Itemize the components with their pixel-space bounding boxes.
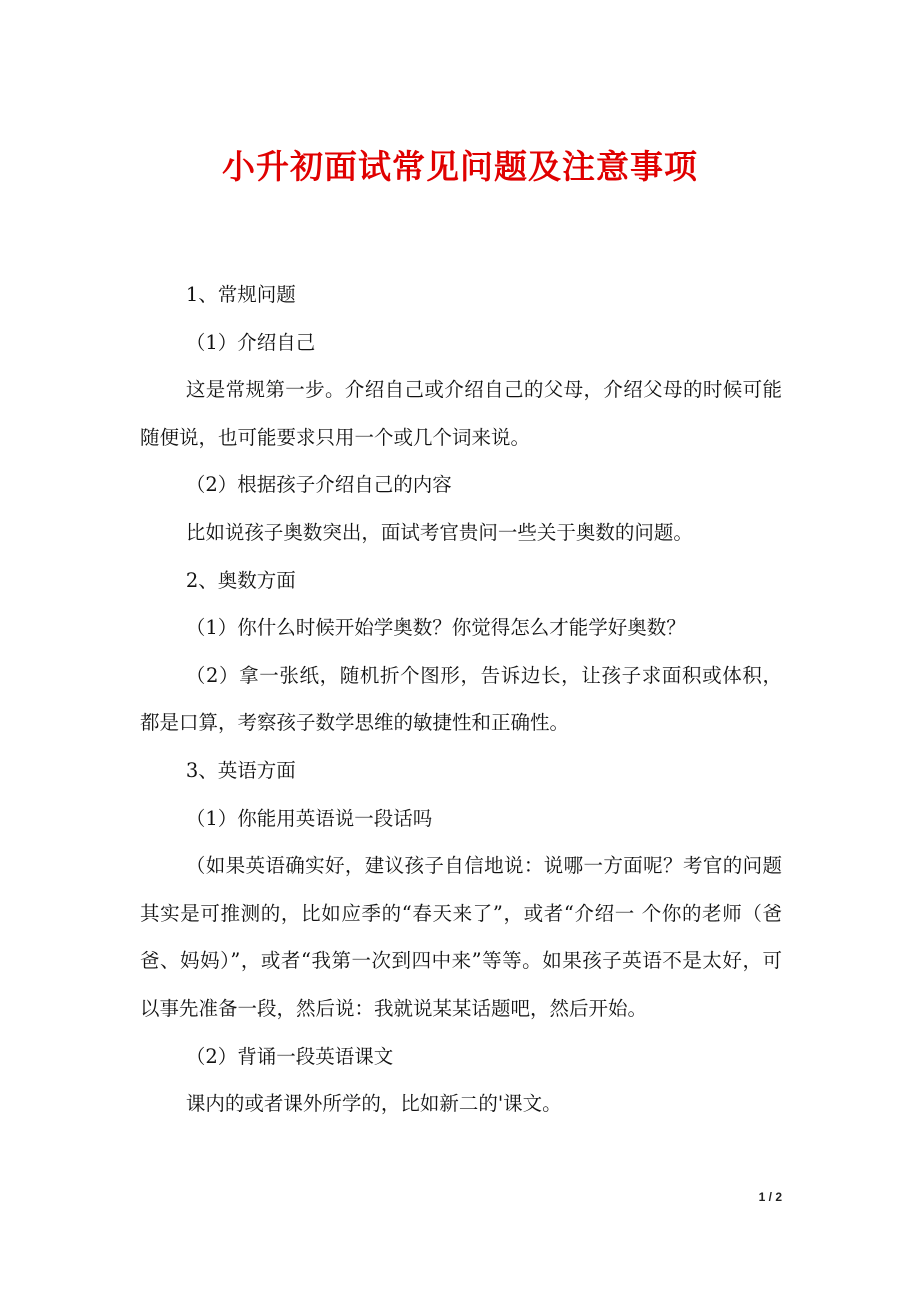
question-speak-english: （1）你能用英语说一段话吗 [185,806,433,830]
paragraph-math-olympiad-example: 比如说孩子奥数突出，面试考官贵问一些关于奥数的问题。 [185,520,693,544]
paragraph-introduction-detail: 这是常规第一步。介绍自己或介绍自己的父母，介绍父母的时候可能随便说，也可能要求只用一个或几个词来说。 [140,378,782,449]
heading-general-questions: 1、常规问题 [185,283,296,306]
question-fold-paper: （2）拿一张纸，随机折个图形，告诉边长，让孩子求面积或体积，都是口算，考察孩子数学思维的敏捷性和正确性。 [140,663,782,735]
document-body [140,271,782,1128]
document-title: 小升初面试常见问题及注意事项 [222,147,698,186]
question-when-start-math: （1）你什么时候开始学奥数？你觉得怎么才能学好奥数？ [185,616,686,640]
subheading-based-on-content: （2）根据孩子介绍自己的内容 [185,473,452,497]
paragraph-recite-detail: 课内的或者课外所学的，比如新二的'课文。 [185,1092,562,1116]
heading-english: 3、英语方面 [185,758,296,782]
subheading-introduce-yourself: （1）介绍自己 [185,330,316,354]
paragraph-english-advice: （如果英语确实好，建议孩子自信地说：说哪一方面呢？考官的问题其实是可推测的，比如应季的“春天来了”，或者“介绍一 个你的老师（爸爸、妈妈）”，或者“我第一次到四中来”等等。如果孩子英语不是太好，可以事先准备一段，然后说：我就说某某话题吧，然后开始。 [140,854,782,1020]
question-recite-text: （2）背诵一段英语课文 [185,1044,394,1068]
heading-math-olympiad: 2、奥数方面 [185,568,296,592]
page-number: 1 / 2 [758,1190,782,1204]
